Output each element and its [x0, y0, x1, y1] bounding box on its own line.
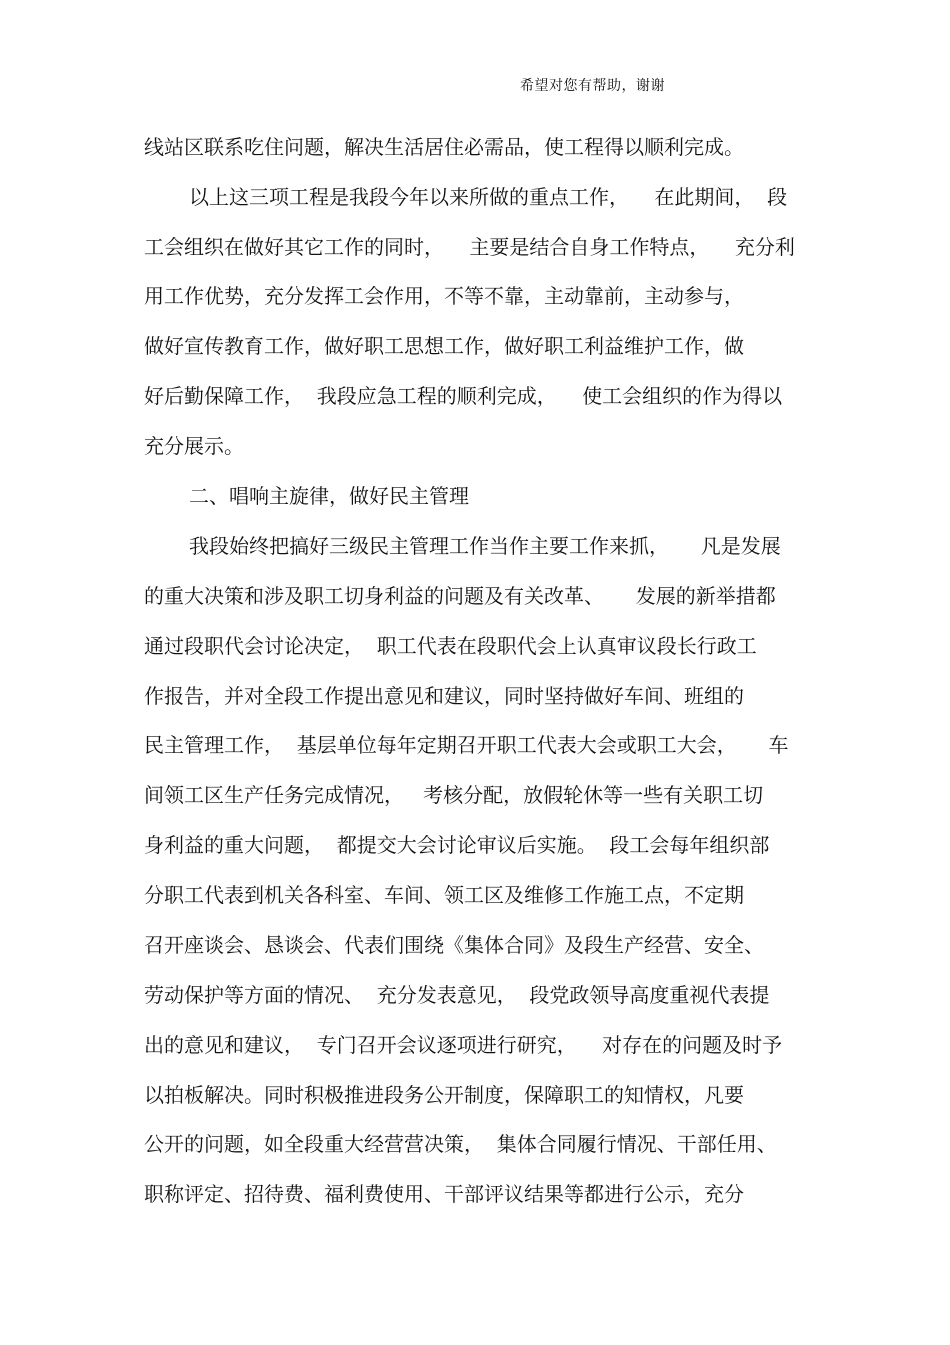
- text-line: 出的意见和建议， 专门召开会议逐项进行研究， 对存在的问题及时予: [144, 1033, 783, 1057]
- text-line: 身利益的重大问题， 都提交大会讨论审议后实施。 段工会每年组织部: [144, 833, 770, 857]
- text-line: 线站区联系吃住问题，解决生活居住必需品，使工程得以顺利完成。: [144, 135, 744, 159]
- text-line: 做好宣传教育工作，做好职工思想工作，做好职工利益维护工作，做: [144, 334, 744, 358]
- text-line: 以拍板解决。同时积极推进段务公开制度，保障职工的知情权，凡要: [144, 1083, 744, 1107]
- text-line: 通过段职代会讨论决定， 职工代表在段职代会上认真审议段长行政工: [144, 634, 757, 658]
- text-line: 用工作优势，充分发挥工会作用，不等不靠，主动靠前，主动参与，: [144, 284, 744, 308]
- text-line: 劳动保护等方面的情况、 充分发表意见， 段党政领导高度重视代表提: [144, 983, 770, 1007]
- section-heading: 二、唱响主旋律，做好民主管理: [189, 484, 469, 508]
- text-line: 的重大决策和涉及职工切身利益的问题及有关改革、 发展的新举措都: [144, 584, 776, 608]
- text-line: 作报告，并对全段工作提出意见和建议，同时坚持做好车间、班组的: [144, 684, 744, 708]
- text-line: 分职工代表到机关各科室、车间、领工区及维修工作施工点，不定期: [144, 883, 744, 907]
- text-line: 民主管理工作， 基层单位每年定期召开职工代表大会或职工大会， 车: [144, 733, 789, 757]
- text-line: 工会组织在做好其它工作的同时， 主要是结合自身工作特点， 充分利: [144, 235, 795, 259]
- text-line: 好后勤保障工作， 我段应急工程的顺利完成， 使工会组织的作为得以: [144, 384, 783, 408]
- text-line: 充分展示。: [144, 434, 244, 458]
- paragraph-first-line: 我段始终把搞好三级民主管理工作当作主要工作来抓， 凡是发展: [189, 534, 781, 558]
- text-line: 召开座谈会、恳谈会、代表们围绕《集体合同》及段生产经营、安全、: [144, 933, 764, 957]
- header-note: 希望对您有帮助，谢谢: [520, 78, 665, 94]
- text-line: 职称评定、招待费、福利费使用、干部评议结果等都进行公示，充分: [144, 1182, 744, 1206]
- text-line: 间领工区生产任务完成情况， 考核分配，放假轮休等一些有关职工切: [144, 783, 764, 807]
- text-line: 公开的问题，如全段重大经营营决策， 集体合同履行情况、干部任用、: [144, 1132, 777, 1156]
- paragraph-first-line: 以上这三项工程是我段今年以来所做的重点工作， 在此期间， 段: [189, 185, 788, 209]
